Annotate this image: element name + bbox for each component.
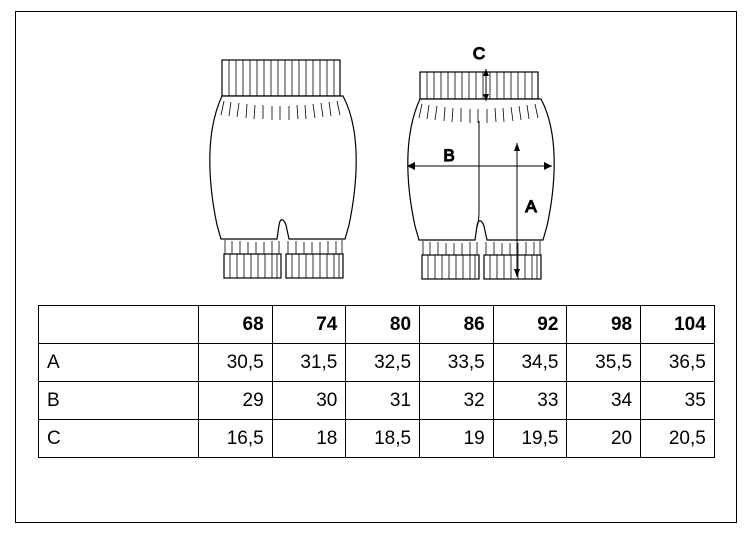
cell-a-80: 32,5 bbox=[346, 344, 420, 382]
cell-c-104: 20,5 bbox=[641, 420, 715, 458]
cell-b-74: 30 bbox=[272, 382, 346, 420]
cell-b-92: 33 bbox=[493, 382, 567, 420]
size-header-68: 68 bbox=[199, 306, 273, 344]
illustration-svg bbox=[15, 11, 737, 296]
size-header-86: 86 bbox=[420, 306, 494, 344]
cell-b-98: 34 bbox=[567, 382, 641, 420]
cell-c-98: 20 bbox=[567, 420, 641, 458]
cell-b-68: 29 bbox=[199, 382, 273, 420]
cell-a-104: 36,5 bbox=[641, 344, 715, 382]
table-row bbox=[39, 344, 715, 382]
cell-a-98: 35,5 bbox=[567, 344, 641, 382]
size-header-74: 74 bbox=[272, 306, 346, 344]
shorts-back-view bbox=[408, 72, 554, 279]
row-label-b: B bbox=[39, 382, 199, 420]
size-header-80: 80 bbox=[346, 306, 420, 344]
label-a: A bbox=[525, 197, 537, 216]
cell-c-92: 19,5 bbox=[493, 420, 567, 458]
cell-a-68: 30,5 bbox=[199, 344, 273, 382]
table-row bbox=[39, 382, 715, 420]
size-table-corner bbox=[39, 306, 199, 344]
size-table bbox=[38, 305, 715, 458]
size-table-header-row bbox=[39, 306, 715, 344]
size-table-container bbox=[38, 305, 714, 458]
cell-b-104: 35 bbox=[641, 382, 715, 420]
label-c: C bbox=[472, 44, 486, 63]
cell-a-86: 33,5 bbox=[420, 344, 494, 382]
table-row bbox=[39, 420, 715, 458]
label-b: B bbox=[443, 146, 455, 165]
garment-illustration bbox=[15, 11, 737, 296]
cell-a-92: 34,5 bbox=[493, 344, 567, 382]
cell-c-80: 18,5 bbox=[346, 420, 420, 458]
size-header-98: 98 bbox=[567, 306, 641, 344]
cell-c-68: 16,5 bbox=[199, 420, 273, 458]
cell-c-74: 18 bbox=[272, 420, 346, 458]
cell-b-86: 32 bbox=[420, 382, 494, 420]
row-label-c: C bbox=[39, 420, 199, 458]
size-header-92: 92 bbox=[493, 306, 567, 344]
size-header-104: 104 bbox=[641, 306, 715, 344]
shorts-front-view bbox=[210, 60, 356, 278]
cell-a-74: 31,5 bbox=[272, 344, 346, 382]
cell-b-80: 31 bbox=[346, 382, 420, 420]
cell-c-86: 19 bbox=[420, 420, 494, 458]
row-label-a: A bbox=[39, 344, 199, 382]
